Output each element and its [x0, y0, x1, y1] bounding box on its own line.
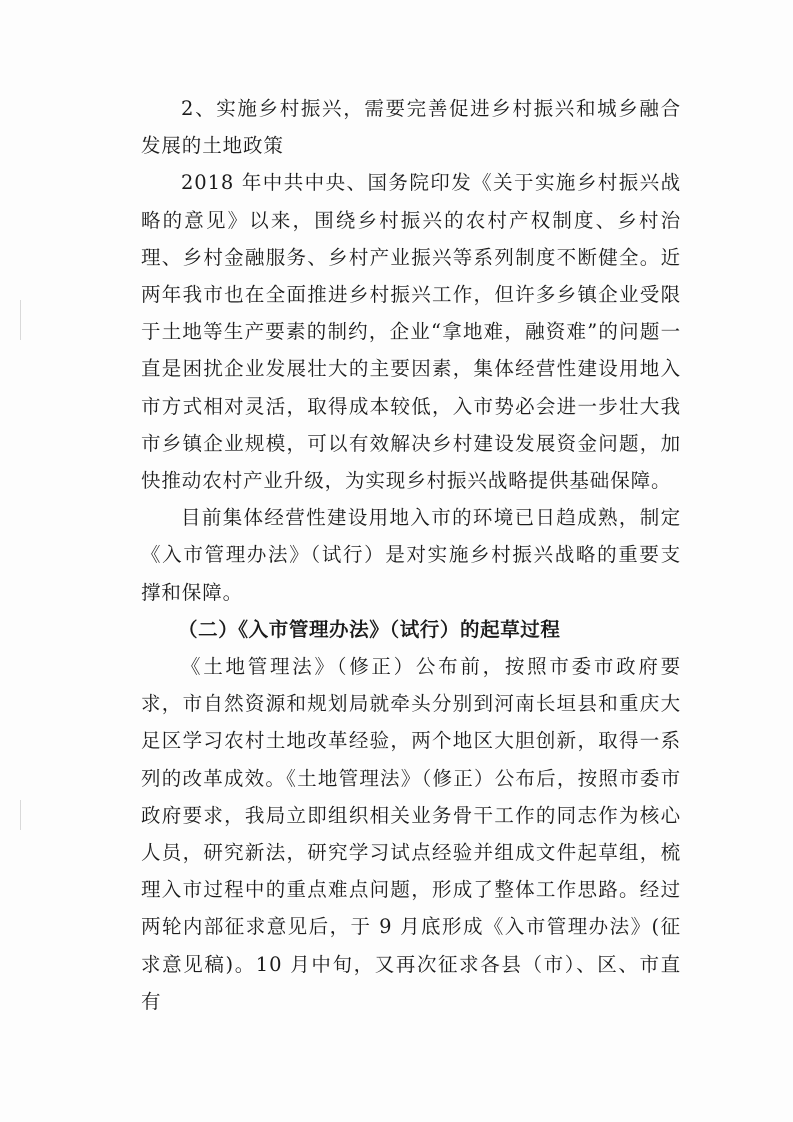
section-subheading: 2、实施乡村振兴，需要完善促进乡村振兴和城乡融合发展的土地政策	[141, 97, 681, 158]
body-paragraph: 2018 年中共中央、国务院印发《关于实施乡村振兴战略的意见》以来，围绕乡村振兴的农村产权制度、乡村治理、乡村金融服务、乡村产业振兴等系列制度不断健全。近两年我市也在全面推进乡村振兴工作，但许多乡镇企业受限于土地等生产要素的制约，企业“拿地难，融资难”的问题一直是困扰企业发展壮大的主要因素，集体经营性建设用地入市方式相对灵活，取得成本较低，入市势必会进一步壮大我市乡镇企业规模，可以有效解决乡村建设发展资金问题，加快推动农村产业升级，为实现乡村振兴战略提供基础保障。	[141, 171, 681, 493]
document-body	[141, 90, 681, 1020]
body-paragraph: 目前集体经营性建设用地入市的环境已日趋成熟，制定《入市管理办法》（试行）是对实施乡村振兴战略的重要支撑和保障。	[141, 506, 681, 604]
section-heading: （二）《入市管理办法》（试行）的起草过程	[178, 617, 561, 641]
scan-edge-mark	[20, 300, 21, 340]
body-paragraph: 《土地管理法》（修正）公布前，按照市委市政府要求，市自然资源和规划局就牵头分别到河南长垣县和重庆大足区学习农村土地改革经验，两个地区大胆创新，取得一系列的改革成效。《土地管理法》（修正）公布后，按照市委市政府要求，我局立即组织相关业务骨干工作的同志作为核心人员，研究新法，研究学习试点经验并组成文件起草组，梳理入市过程中的重点难点问题，形成了整体工作思路。经过两轮内部征求意见后，于 9 月底形成《入市管理办法》(征求意见稿)。10 月中旬，又再次征求各县（市）、区、市直有	[141, 655, 681, 1013]
scan-edge-mark	[20, 800, 21, 830]
